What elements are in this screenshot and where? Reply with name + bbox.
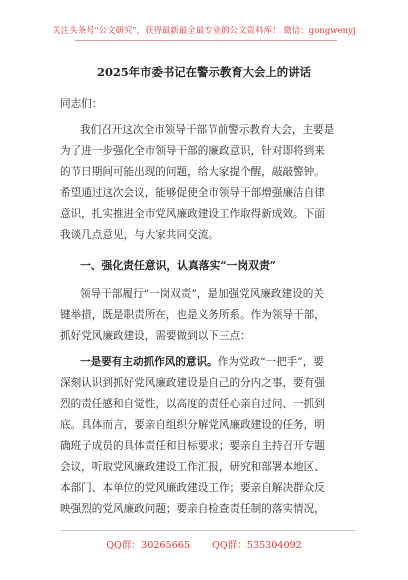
point1-first-line bbox=[80, 356, 356, 369]
footer-qq-group-1: QQ群：30265665 bbox=[106, 540, 190, 551]
point1-line: 底。具体而言，要亲自组织分解党风廉政建设的任务，明 bbox=[60, 419, 325, 431]
header-divider bbox=[75, 40, 337, 41]
point1-line: 会议，听取党风廉政建设工作汇报，研究和部署本地区、 bbox=[60, 461, 325, 473]
point1-line: 确班子成员的具体责任和目标要求；要亲自主持召开专题 bbox=[60, 440, 325, 452]
intro-line: 我谈几点意见，与大家共同交流。 bbox=[60, 229, 219, 241]
point1-line: 烈的责任感和自觉性，以高度的责任心亲自过问、一抓到 bbox=[60, 398, 325, 410]
point1-first-rest: 作为党政“一把手”，要 bbox=[217, 356, 324, 368]
intro-line: 为了进一步强化全市领导干部的廉政意识，针对即将到来 bbox=[60, 145, 325, 157]
point1-lead: 一是要有主动抓作风的意识。 bbox=[80, 356, 218, 368]
footer-divider bbox=[60, 530, 356, 531]
intro-line: 希望通过这次会议，能够促使全市领导干部增强廉洁自律 bbox=[60, 187, 325, 199]
intro-line: 意识，扎实推进全市党风廉政建设工作取得新成效。下面 bbox=[60, 208, 325, 220]
point1-line: 本部门、本单位的党风廉政建设工作；要亲自解决群众反 bbox=[60, 482, 325, 494]
document-title: 2025年市委书记在警示教育大会上的讲话 bbox=[97, 65, 311, 79]
footer bbox=[0, 537, 408, 551]
section-heading: 一、强化责任意识，认真落实“一岗双责” bbox=[80, 259, 276, 272]
section1-line: 键举措，既是职责所在，也是义务所系。作为领导干部， bbox=[60, 309, 325, 321]
section1-line: 抓好党风廉政建设，需要做到以下三点： bbox=[60, 330, 251, 342]
salutation: 同志们： bbox=[60, 98, 103, 110]
intro-line: 我们召开这次全市领导干部节前警示教育大会，主要是 bbox=[80, 124, 335, 136]
header-banner: 关注头条号"公文研究"，获得最新最全最专业的公文资料库！ 微信：gongwenyj bbox=[52, 25, 356, 35]
section1-line: 领导干部履行“一岗双责”，是加强党风廉政建设的关 bbox=[80, 288, 324, 300]
intro-line: 的节日期间可能出现的问题，给大家提个醒，敲敲警钟。 bbox=[60, 166, 325, 178]
footer-qq-group-2: QQ群：535304092 bbox=[211, 540, 302, 551]
point1-line: 映强烈的党风廉政问题；要亲自检查责任制的落实情况， bbox=[60, 503, 325, 515]
point1-line: 深刻认识到抓好党风廉政建设是自己的分内之事，要有强 bbox=[60, 377, 325, 389]
